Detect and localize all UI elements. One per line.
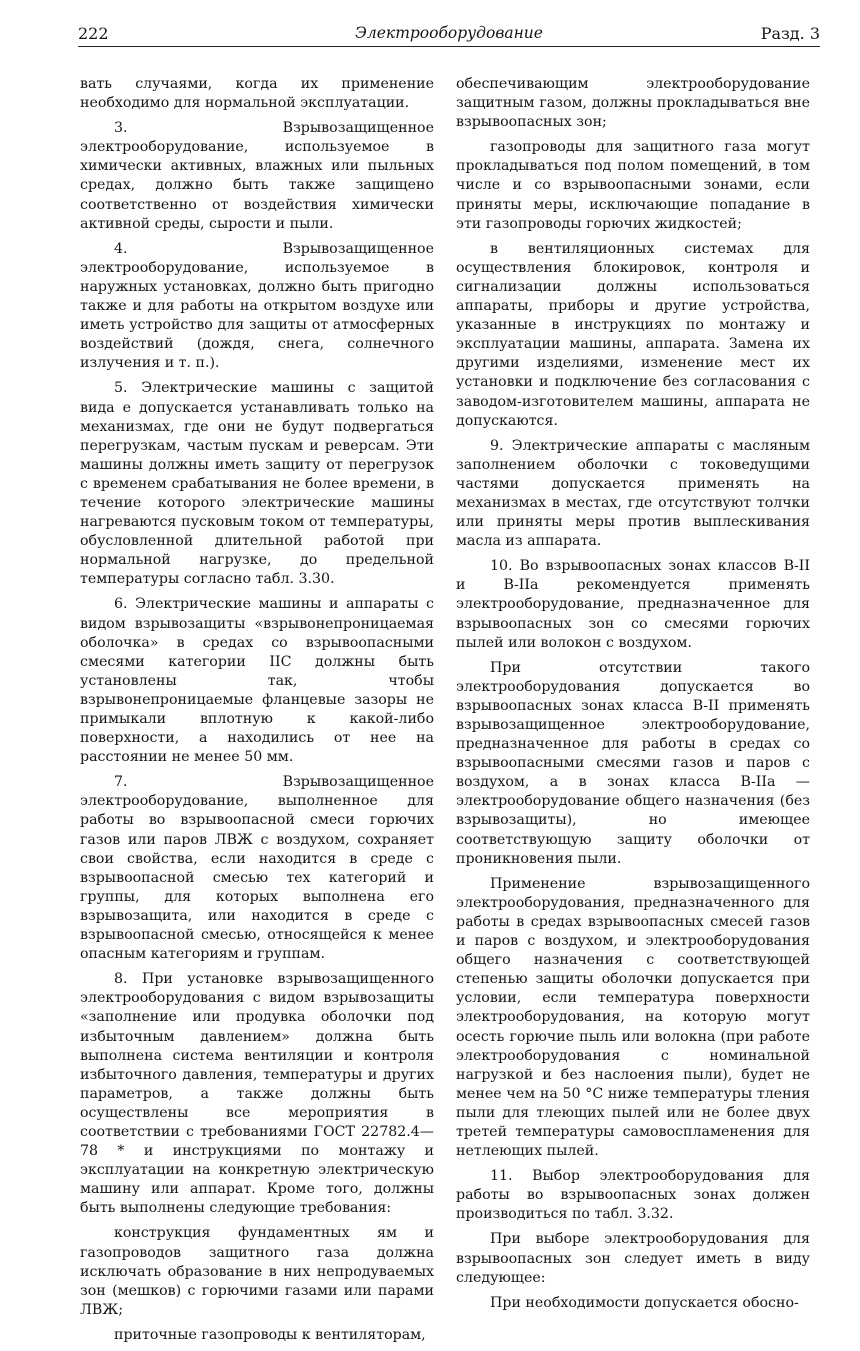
paragraph: 11. Выбор электрооборудования для работы во взрывоопасных зонах должен производиться по табл. 3.32. bbox=[456, 1168, 810, 1223]
paragraph: обеспечивающим электрооборудование защитным газом, должны прокладываться вне взрывоопасных зон; bbox=[456, 76, 810, 131]
paragraph: 7. Взрывозащищенное электрооборудование, выполненное для работы во взрывоопасной смеси горючих газов или паров ЛВЖ с воздухом, сохраняет свои свойства, если находится в среде с взрывоопасной смесью тех категорий и группы, для которых выполнена его взрывозащита, или находится в среде с взрывоопасной смесью, относящейся к менее опасным категориям и группам. bbox=[80, 774, 434, 963]
paragraph: в вентиляционных системах для осуществления блокировок, контроля и сигнализации должны использоваться аппараты, приборы и другие устройства, указанные в инструкциях по монтажу и эксплуатации машины, аппарата. Замена их другими изделиями, изменение мест их установки и подключение без согласования с заводом-изготовителем машины, аппарата не допускаются. bbox=[456, 240, 810, 429]
paragraph: приточные газопроводы к вентиляторам, bbox=[114, 1326, 426, 1343]
paragraph: 9. Электрические аппараты с масляным заполнением оболочки с токоведущими частями допускается применять на механизмах в местах, где отсутствуют толчки или приняты меры против выплескивания масла из аппарата. bbox=[456, 437, 810, 550]
paragraph: 5. Электрические машины с защитой вида е допускается устанавливать только на механизмах, где они не будут подвергаться перегрузкам, частым пускам и реверсам. Эти машины должны иметь защиту от перегрузок с временем срабатывания не более времени, в течение которого электрические машины нагреваются пусковым током от температуры, обусловленной длительной работой при нормальной нагрузке, до предельной температуры согласно табл. 3.30. bbox=[80, 380, 434, 588]
paragraph: вать случаями, когда их применение необходимо для нормальной эксплуатации. bbox=[80, 76, 434, 112]
paragraph: При выборе электрооборудования для взрывоопасных зон следует иметь в виду следующее: bbox=[456, 1231, 810, 1286]
paragraph: 3. Взрывозащищенное электрооборудование, используемое в химически активных, влажных или пыльных средах, должно быть также защищено соответственно от воздействия химически активной среды, сырости и пыли. bbox=[80, 120, 434, 232]
paragraph: 10. Во взрывоопасных зонах классов В-II и В-IIа рекомендуется применять электрооборудование, предназначенное для взрывоопасных зон со смесями горючих пылей или волокон с воздухом. bbox=[456, 558, 810, 651]
page-header bbox=[78, 22, 820, 47]
right-column bbox=[456, 75, 810, 1319]
page-number: 222 bbox=[78, 24, 109, 43]
paragraph: 4. Взрывозащищенное электрооборудование, используемое в наружных установках, должно быть пригодно также и для работы на открытом воздухе или иметь устройство для защиты от атмосферных воздействий (дождя, снега, солнечного излучения и т. п.). bbox=[80, 240, 434, 372]
paragraph: конструкция фундаментных ям и газопроводов защитного газа должна исключать образование в них непродуваемых зон (мешков) с горючими газами или парами ЛВЖ; bbox=[80, 1225, 434, 1318]
paragraph: Применение взрывозащищенного электрооборудования, предназначенного для работы в средах взрывоопасных смесей газов и паров с воздухом, и электрооборудования общего назначения с соответствующей степенью защиты оболочки допускается при условии, если температура поверхности электрооборудования, на которую могут осесть горючие пыль или волокна (при работе электрооборудования с номинальной нагрузкой и без наслоения пыли), будет не менее чем на 50 °С ниже температуры тления пыли для тлеющих пылей или не более двух третей температуры самовоспламенения для нетлеющих пылей. bbox=[456, 875, 810, 1160]
paragraph: При необходимости допускается обосно- bbox=[490, 1294, 799, 1311]
paragraph: газопроводы для защитного газа могут прокладываться под полом помещений, в том числе и со взрывоопасными зонами, если приняты меры, исключающие попадание в эти газопроводы горючих жидкостей; bbox=[456, 139, 810, 232]
paragraph: 6. Электрические машины и аппараты с видом взрывозащиты «взрывонепроницаемая оболочка» в средах со взрывоопасными смесями категории IIC должны быть установлены так, чтобы взрывонепроницаемые фланцевые зазоры не примыкали вплотную к какой-либо поверхности, а находились от нее на расстоянии не менее 50 мм. bbox=[80, 596, 434, 766]
running-title: Электрооборудование bbox=[355, 24, 543, 42]
section-label: Разд. 3 bbox=[760, 24, 820, 43]
paragraph: 8. При установке взрывозащищенного электрооборудования с видом взрывозащиты «заполнение или продувка оболочки под избыточным давлением» должна быть выполнена система вентиляции и контроля избыточного давления, температуры и других параметров, а также должны быть осуществлены все мероприятия в соответствии с требованиями ГОСТ 22782.4—78 * и инструкциями по монтажу и эксплуатации на конкретную электрическую машину или аппарат. Кроме того, должны быть выполнены следующие требования: bbox=[80, 971, 434, 1217]
left-column bbox=[80, 75, 434, 1351]
paragraph: При отсутствии такого электрооборудования допускается во взрывоопасных зонах класса В-II применять взрывозащищенное электрооборудование, предназначенное для работы в средах со взрывоопасными смесями газов и паров с воздухом, а в зонах класса В-IIа — электрооборудование общего назначения (без взрывозащиты), но имеющее соответствующую защиту оболочки от проникновения пыли. bbox=[456, 659, 810, 867]
